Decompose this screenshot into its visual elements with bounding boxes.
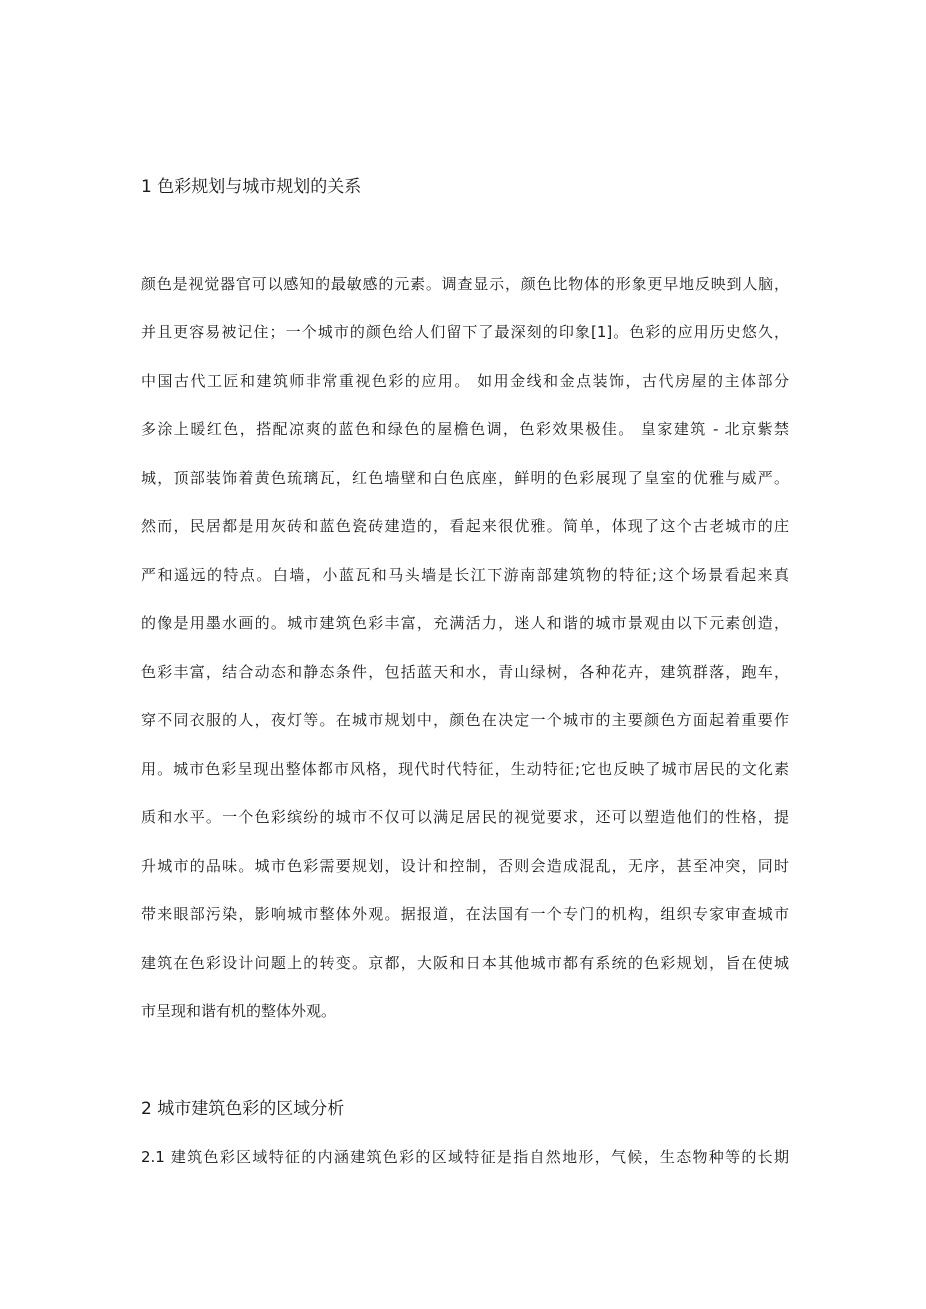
section-1-heading: 1 色彩规划与城市规划的关系: [141, 177, 362, 197]
paragraph-line: 的像是用墨水画的。城市建筑色彩丰富，充满活力，迷人和谐的城市景观由以下元素创造，: [141, 614, 789, 632]
paragraph-line: 并且更容易被记住；一个城市的颜色给人们留下了最深刻的印象[1]。色彩的应用历史悠久，: [141, 323, 789, 341]
paragraph-line: 严和遥远的特点。白墙，小蓝瓦和马头墙是长江下游南部建筑物的特征;这个场景看起来真: [141, 566, 789, 584]
paragraph-line: 色彩丰富，结合动态和静态条件，包括蓝天和水，青山绿树，各种花卉，建筑群落，跑车，: [141, 663, 789, 681]
paragraph-line: 升城市的品味。城市色彩需要规划，设计和控制，否则会造成混乱，无序，甚至冲突，同时: [141, 857, 789, 875]
paragraph-line: 用。城市色彩呈现出整体都市风格，现代时代特征，生动特征;它也反映了城市居民的文化素: [141, 760, 789, 778]
paragraph-line: 中国古代工匠和建筑师非常重视色彩的应用。 如用金线和金点装饰，古代房屋的主体部分: [141, 372, 789, 390]
paragraph-line: 城，顶部装饰着黄色琉璃瓦，红色墙壁和白色底座，鲜明的色彩展现了皇室的优雅与威严。: [141, 469, 789, 487]
paragraph-line: 建筑在色彩设计问题上的转变。京都，大阪和日本其他城市都有系统的色彩规划，旨在使城: [141, 954, 789, 972]
paragraph-line: 然而，民居都是用灰砖和蓝色瓷砖建造的，看起来很优雅。简单，体现了这个古老城市的庄: [141, 517, 789, 535]
paragraph-line: 市呈现和谐有机的整体外观。: [141, 1002, 337, 1020]
paragraph-line: 质和水平。一个色彩缤纷的城市不仅可以满足居民的视觉要求，还可以塑造他们的性格，提: [141, 808, 789, 826]
paragraph-line: 多涂上暖红色，搭配凉爽的蓝色和绿色的屋檐色调，色彩效果极佳。 皇家建筑 - 北京紫禁: [141, 420, 789, 438]
paragraph-line: 穿不同衣服的人，夜灯等。在城市规划中，颜色在决定一个城市的主要颜色方面起着重要作: [141, 711, 789, 729]
paragraph-line: 带来眼部污染，影响城市整体外观。据报道，在法国有一个专门的机构，组织专家审查城市: [141, 905, 789, 923]
paragraph-line: 2.1 建筑色彩区域特征的内涵建筑色彩的区域特征是指自然地形，气候，生态物种等的长期: [141, 1148, 789, 1166]
section-2-heading: 2 城市建筑色彩的区域分析: [141, 1099, 345, 1119]
paragraph-line: 颜色是视觉器官可以感知的最敏感的元素。调查显示，颜色比物体的形象更早地反映到人脑，: [141, 275, 789, 293]
